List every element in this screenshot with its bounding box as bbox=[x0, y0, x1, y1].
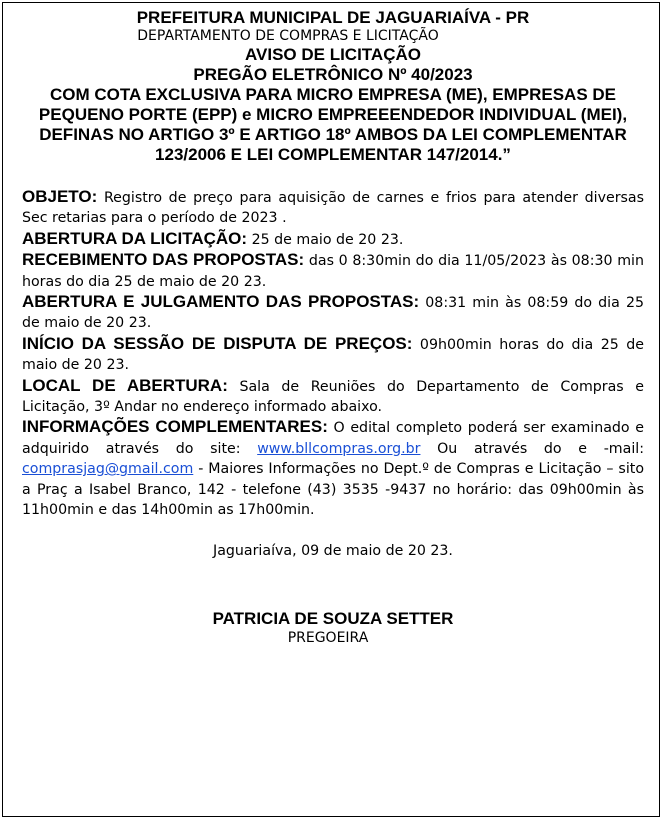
signer-role: PREGOEIRA bbox=[287, 629, 369, 646]
inicio-label: INÍCIO DA SESSÃO DE DISPUTA DE PREÇOS: bbox=[22, 333, 413, 353]
recebimento-label: RECEBIMENTO DAS PROPOSTAS: bbox=[22, 250, 305, 270]
abertura-text: 25 de maio de 20 23. bbox=[247, 231, 404, 248]
notice-body bbox=[22, 187, 644, 521]
notice-content bbox=[22, 8, 644, 647]
signer-name: PATRICIA DE SOUZA SETTER bbox=[212, 608, 454, 628]
issue-date: Jaguariaíva, 09 de maio de 20 23. bbox=[213, 542, 453, 559]
inicio-text: 09h00min horas do dia 25 de maio de 20 23. bbox=[22, 336, 644, 374]
recebimento-text: das 0 8:30min do dia 11/05/2023 às 08:30 min horas do dia 25 de maio de 20 23. bbox=[22, 253, 644, 290]
informacoes-text-1: O edital completo poderá ser examinado e adquirido através do site: bbox=[22, 420, 644, 457]
informacoes-label: INFORMAÇÕES COMPLEMENTARES: bbox=[22, 417, 328, 437]
julgamento-text: 08:31 min às 08:59 do dia 25 de maio de 20 23. bbox=[22, 295, 644, 332]
julgamento-label: ABERTURA E JULGAMENTO DAS PROPOSTAS: bbox=[22, 292, 420, 312]
website-link[interactable]: www.bllcompras.org.br bbox=[257, 440, 421, 457]
objeto-text: Registro de preço para aquisição de carnes e frios para atender diversas Sec retarias para o período de 2023 . bbox=[22, 190, 644, 227]
recebimento-paragraph bbox=[22, 250, 644, 292]
local-text: Sala de Reuniões do Departamento de Compras e Licitação, 3º Andar no endereço informado abaixo. bbox=[22, 378, 645, 416]
julgamento-paragraph bbox=[22, 292, 644, 334]
objeto-paragraph bbox=[22, 187, 644, 229]
informacoes-text-3: - Maiores Informações no Dept.º de Compras e Licitação – sito a Praç a Isabel Branco, 142 - telefone (43) 3535 -9437 no horário: das 09h00min às 11h00min e das 14h00min as 17h00min. bbox=[22, 461, 644, 519]
quota-description: COM COTA EXCLUSIVA PARA MICRO EMPRESA (ME), EMPRESAS DE PEQUENO PORTE (EPP) e MICRO EMPREEENDEDOR INDIVIDUAL (MEI), DEFINAS NO ARTIGO 3º E ARTIGO 18º AMBOS DA LEI COMPLEMENTAR 123/2006 E LEI COMPLEMENTAR 147/2014.” bbox=[38, 85, 628, 164]
abertura-label: ABERTURA DA LICITAÇÃO: bbox=[22, 228, 248, 248]
municipality-title: PREFEITURA MUNICIPAL DE JAGUARIAÍVA - PR bbox=[136, 8, 530, 27]
inicio-paragraph bbox=[22, 334, 644, 376]
email-link[interactable]: comprasjag@gmail.com bbox=[22, 461, 194, 478]
local-paragraph bbox=[22, 376, 644, 418]
informacoes-text-2: Ou através do e -mail: bbox=[420, 440, 644, 457]
notice-title: AVISO DE LICITAÇÃO bbox=[245, 45, 421, 64]
informacoes-paragraph bbox=[22, 417, 644, 520]
department-title: DEPARTAMENTO DE COMPRAS E LICITAÇÃO bbox=[137, 28, 439, 44]
auction-number: PREGÃO ELETRÔNICO Nº 40/2023 bbox=[193, 65, 473, 84]
local-label: LOCAL DE ABERTURA: bbox=[22, 375, 228, 395]
objeto-label: OBJETO: bbox=[22, 187, 98, 206]
abertura-paragraph bbox=[22, 229, 644, 250]
